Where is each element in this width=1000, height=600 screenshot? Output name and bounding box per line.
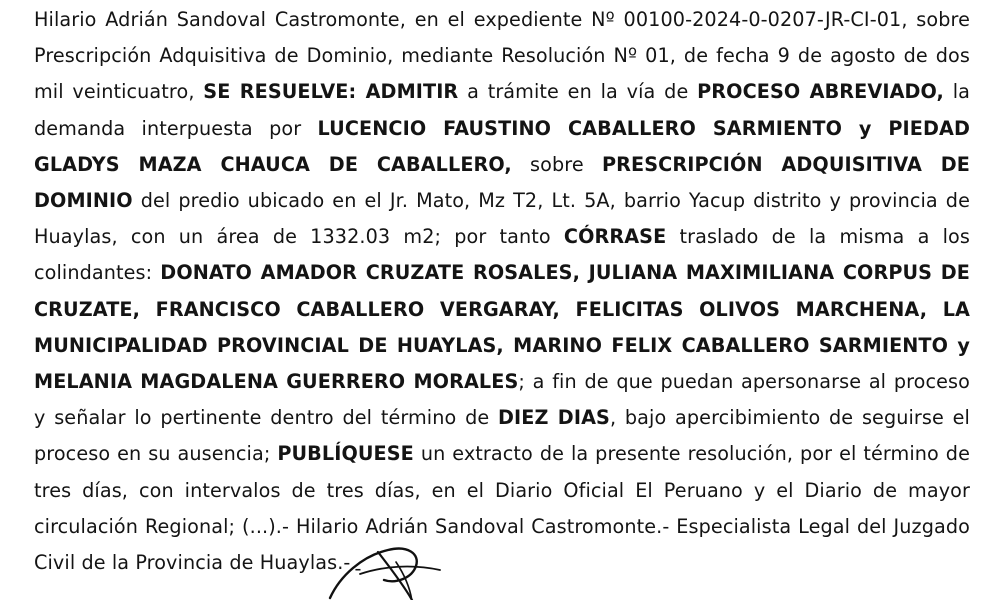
text-run: la demanda interpuesta por [34,80,970,140]
paragraph-text [34,2,970,581]
text-run: Hilario Adrián Sandoval Castromonte, en el expediente Nº 00100-2024-0-0207-JR-CI-01, sobre Prescripción Adquisitiva de Dominio, mediante Resolución Nº 01, de fecha 9 de agosto de dos mil veinticuatro, [34,8,970,104]
emphasized-run: PROCESO ABREVIADO, [697,80,944,104]
emphasized-run: CÓRRASE [563,225,667,249]
trailing-mark: - [354,557,362,581]
resolution-paragraph [34,2,970,581]
text-run: ; a fin de que puedan apersonarse al proceso y señalar lo pertinente dentro del término de [34,370,970,430]
text-run: un extracto de la presente resolución, por el término de tres días, con intervalos de tres días, en el Diario Oficial El Peruano y el Diario de mayor circulación Regional; (...).- Hilario Adrián Sandoval Castromonte.- Especialista Legal del Juzgado Civil de la Provincia de Huaylas.- [34,442,970,575]
emphasized-run: PUBLÍQUESE [277,442,414,466]
emphasized-run: DIEZ DIAS [498,406,610,430]
text-run: del predio ubicado en el Jr. Mato, Mz T2, Lt. 5A, barrio Yacup distrito y provincia de Huaylas, con un área de 1332.03 m2; por tanto [34,189,970,249]
emphasized-run: DONATO AMADOR CRUZATE ROSALES, JULIANA MAXIMILIANA CORPUS DE CRUZATE, FRANCISCO CABALLERO VERGARAY, FELICITAS OLIVOS MARCHENA, LA MUNICIPALIDAD PROVINCIAL DE HUAYLAS, MARINO FELIX CABALLERO SARMIENTO y MELANIA MAGDALENA GUERRERO MORALES [34,261,970,394]
text-run: traslado de la misma a los colindantes: [34,225,970,285]
emphasized-run: LUCENCIO FAUSTINO CABALLERO SARMIENTO y PIEDAD GLADYS MAZA CHAUCA DE CABALLERO, [34,116,971,176]
text-run: a trámite en la vía de [458,80,698,104]
emphasized-run: PRESCRIPCIÓN ADQUISITIVA DE DOMINIO [34,152,970,213]
text-run: sobre [511,152,602,176]
emphasized-run: SE RESUELVE: ADMITIR [203,80,459,104]
text-run: , bajo apercibimiento de seguirse el proceso en su ausencia; [34,406,970,466]
